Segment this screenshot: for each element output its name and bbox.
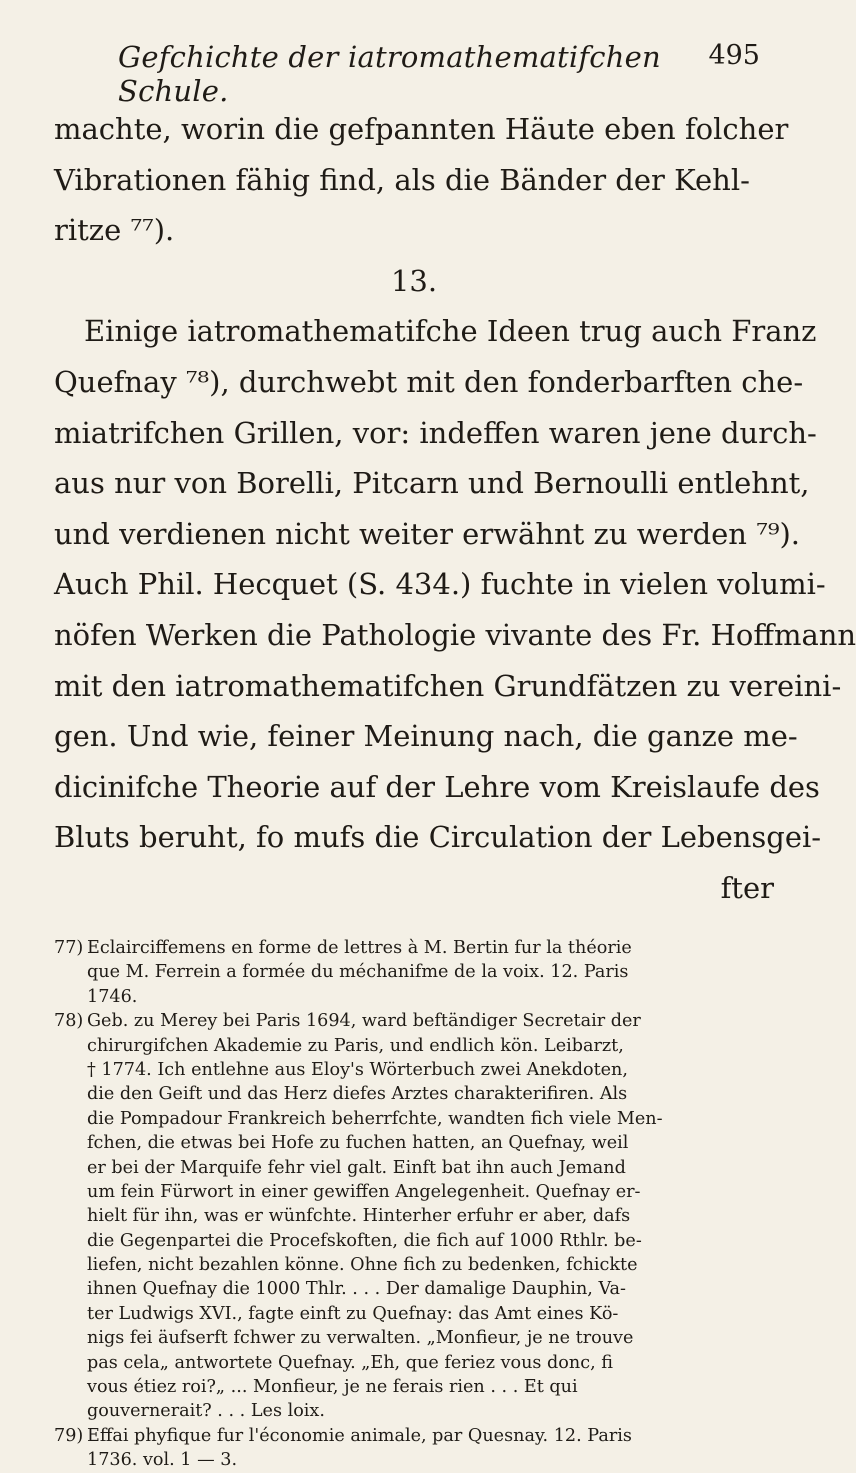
footnote-line: Eclairciffemens en forme de lettres à M. Bertin fur la théorie — [87, 938, 632, 958]
footnote-77 — [54, 936, 780, 1009]
footnote-line: ihnen Quefnay die 1000 Thlr. . . . Der damalige Dauphin, Va- — [87, 1279, 626, 1300]
running-header — [118, 40, 760, 108]
footnote-line: Geb. zu Merey bei Paris 1694, ward beftändiger Secretair der — [87, 1011, 641, 1032]
footnote-line: ter Ludwigs XVI., fagte einft zu Quefnay: das Amt eines Kö- — [87, 1303, 619, 1324]
text-line: Bluts beruht, fo mufs die Circulation der Lebensgei- — [54, 820, 822, 855]
footnote-78 — [54, 1009, 780, 1424]
page-number: 495 — [708, 40, 760, 71]
text-line: Vibrationen fähig find, als die Bänder der Kehl- — [54, 162, 750, 197]
running-title: Gefchichte der iatromathematifchen Schule. — [118, 40, 661, 108]
text-line: Quefnay ⁷⁸), durchwebt mit den fonderbarften che- — [54, 364, 804, 399]
footnote-line: um fein Fürwort in einer gewiffen Angelegenheit. Quefnay er- — [87, 1181, 641, 1202]
text-line: nöfen Werken die Pathologie vivante des Fr. Hoffmann — [54, 617, 856, 652]
footnote-line: chirurgifchen Akademie zu Paris, und endlich kön. Leibarzt, — [87, 1035, 624, 1056]
catchword: fter — [720, 870, 774, 905]
footnote-line: gouvernerait? . . . Les loix. — [87, 1401, 325, 1422]
footnote-line: er bei der Marquife fehr viel galt. Einft bat ihn auch Jemand — [87, 1157, 626, 1178]
footnote-line: pas cela„ antwortete Quefnay. „Eh, que feriez vous donc, fi — [87, 1352, 614, 1373]
text-line: machte, worin die gefpannten Häute eben folcher — [54, 112, 789, 146]
footnote-number: 77) — [54, 938, 84, 958]
footnote-line: vous étiez roi?„ ... Monfieur, je ne ferais rien . . . Et qui — [87, 1377, 578, 1398]
main-text — [54, 104, 856, 914]
footnote-line: die Gegenpartei die Procefskoften, die fich auf 1000 Rthlr. be- — [87, 1230, 642, 1251]
text-line: Einige iatromathematifche Ideen trug auch Franz — [84, 314, 817, 349]
footnote-line: Effai phyfique fur l'économie animale, par Quesnay. 12. Paris — [87, 1425, 632, 1446]
footnote-line: die den Geift und das Herz diefes Arztes charakterifiren. Als — [87, 1084, 628, 1105]
footnote-line: die Pompadour Frankreich beherrfchte, wandten fich viele Men- — [87, 1108, 663, 1129]
text-line: mit den iatromathematifchen Grundfätzen zu vereini- — [54, 668, 842, 703]
footnotes — [54, 936, 780, 1473]
footnote-line: hielt für ihn, was er wünfchte. Hinterher erfuhr er aber, dafs — [87, 1206, 631, 1227]
text-line: miatrifchen Grillen, vor: indeffen waren jene durch- — [54, 415, 817, 450]
section-number: 13. — [390, 263, 438, 298]
footnote-line: liefen, nicht bezahlen könne. Ohne fich zu bedenken, fchickte — [87, 1255, 638, 1276]
footnote-number: 79) — [54, 1425, 84, 1446]
text-line: Auch Phil. Hecquet (S. 434.) fuchte in vielen volumi- — [54, 567, 826, 602]
footnote-line: 1736. vol. 1 — 3. — [87, 1450, 238, 1471]
footnote-number: 78) — [54, 1011, 84, 1032]
footnote-79 — [54, 1424, 780, 1473]
footnote-line: que M. Ferrein a formée du méchanifme de la voix. 12. Paris — [87, 962, 629, 983]
text-line: ritze ⁷⁷). — [54, 213, 175, 248]
footnote-line: 1746. — [87, 986, 138, 1007]
footnote-line: fchen, die etwas bei Hofe zu fuchen hatten, an Quefnay, weil — [87, 1133, 629, 1154]
text-line: und verdienen nicht weiter erwähnt zu werden ⁷⁹). — [54, 516, 800, 551]
text-line: aus nur von Borelli, Pitcarn und Bernoulli entlehnt, — [54, 466, 810, 501]
footnote-line: † 1774. Ich entlehne aus Eloy's Wörterbuch zwei Anekdoten, — [87, 1059, 628, 1080]
text-line: gen. Und wie, feiner Meinung nach, die ganze me- — [54, 719, 798, 754]
footnote-line: nigs fei äufserft fchwer zu verwalten. „Monfieur, je ne trouve — [87, 1328, 634, 1349]
text-line: dicinifche Theorie auf der Lehre vom Kreislaufe des — [54, 769, 820, 804]
